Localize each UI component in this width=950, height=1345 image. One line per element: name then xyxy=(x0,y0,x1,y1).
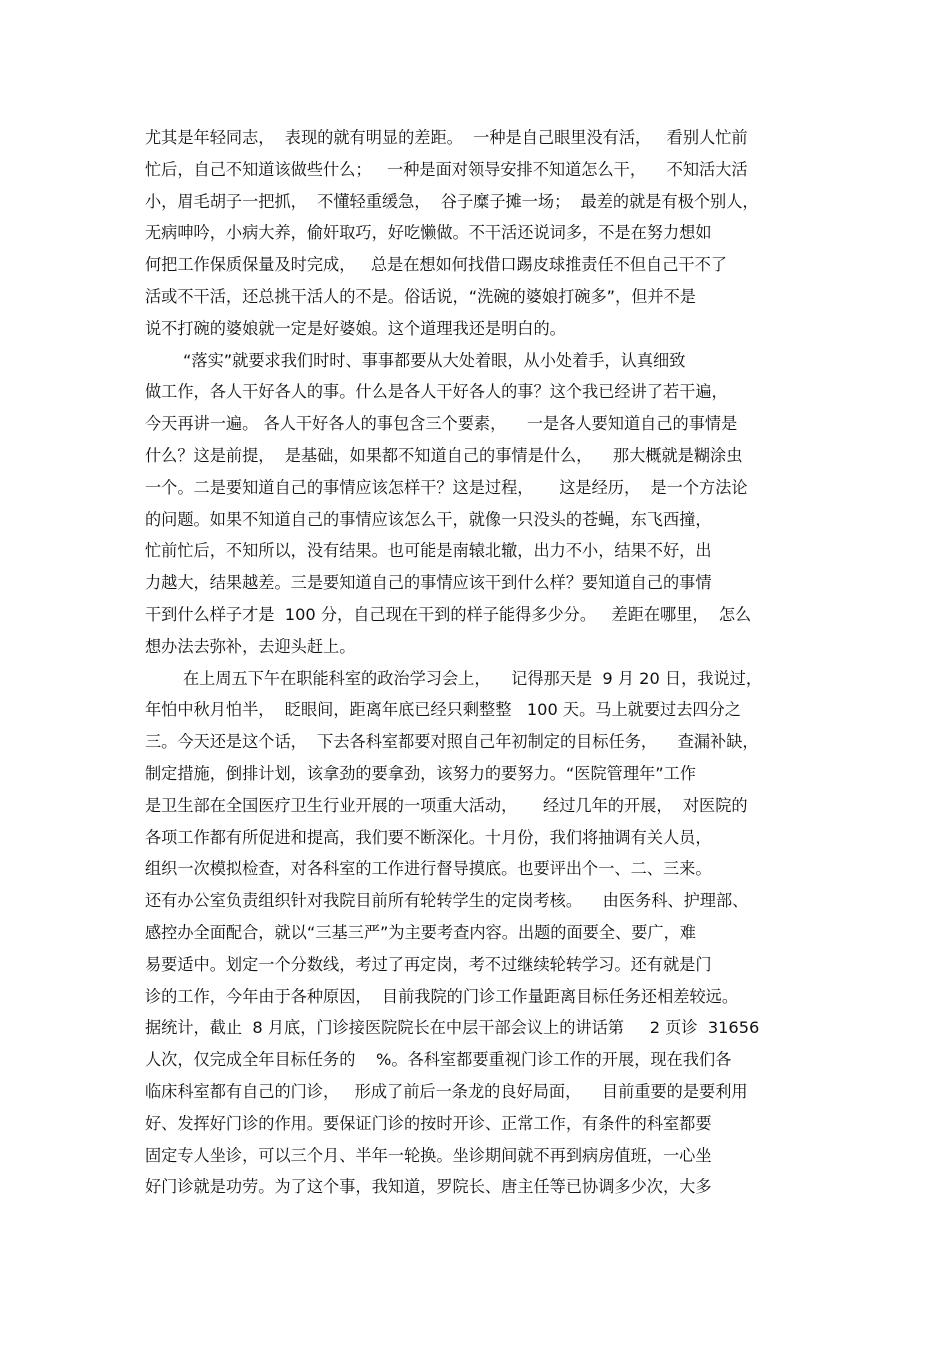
text-line: 一个。二是要知道自己的事情应该怎样干？这是过程， 这是经历， 是一个方法论 xyxy=(145,477,748,497)
text-line: 年怕中秋月怕半， 眨眼间，距离年底已经只剩整整 100 天。马上就要过去四分之 xyxy=(145,700,741,720)
text-line: 活或不干活，还总挑干活人的不是。俗话说，“洗碗的婆娘打碗多”，但并不是 xyxy=(145,286,696,306)
text-line: 的问题。如果不知道自己的事情应该怎么干，就像一只没头的苍蝇，东飞西撞， xyxy=(145,509,712,529)
text-line: 据统计，截止 8 月底，门诊接医院院长在中层干部会议上的讲话第 2 页诊 31656 xyxy=(145,1018,760,1038)
text-line: 组织一次模拟检查，对各科室的工作进行督导摸底。也要评出个一、二、三来。 xyxy=(145,859,712,879)
text-line: 在上周五下午在职能科室的政治学习会上， 记得那天是 9 月 20 日，我说过， xyxy=(183,668,763,688)
text-line: 说不打碗的婆娘就一定是好婆娘。这个道理我还是明白的。 xyxy=(145,318,566,338)
text-line: 力越大，结果越差。三是要知道自己的事情应该干到什么样？要知道自己的事情 xyxy=(145,573,712,593)
text-line: 诊的工作，今年由于各种原因， 目前我院的门诊工作量距离目标任务还相差较远。 xyxy=(145,986,739,1006)
text-line: 制定措施，倒排计划，该拿劲的要拿劲，该努力的要努力。“医院管理年”工作 xyxy=(145,763,696,783)
text-line: 好门诊就是功劳。为了这个事，我知道，罗院长、唐主任等已协调多少次，大多 xyxy=(145,1177,712,1197)
body-text xyxy=(145,122,810,1203)
text-line: 何把工作保质保量及时完成， 总是在想如何找借口踢皮球推责任不但自己干不了 xyxy=(145,255,727,275)
text-line: 忙后，自己不知道该做些什么； 一种是面对领导安排不知道怎么干， 不知活大活 xyxy=(145,159,748,179)
text-line: 各项工作都有所促进和提高，我们要不断深化。十月份，我们将抽调有关人员， xyxy=(145,827,712,847)
text-line: 固定专人坐诊，可以三个月、半年一轮换。坐诊期间就不再到病房值班，一心坐 xyxy=(145,1145,712,1165)
text-line: 今天再讲一遍。 各人干好各人的事包含三个要素， 一是各人要知道自己的事情是 xyxy=(145,414,738,434)
text-line: 好、发挥好门诊的作用。要保证门诊的按时开诊、正常工作，有条件的科室都要 xyxy=(145,1113,712,1133)
text-line: 三。今天还是这个话， 下去各科室都要对照自己年初制定的目标任务， 查漏补缺， xyxy=(145,732,759,752)
text-line: 想办法去弥补，去迎头赶上。 xyxy=(145,636,356,656)
text-line: 干到什么样子才是 100 分，自己现在干到的样子能得多少分。 差距在哪里， 怎么 xyxy=(145,604,752,624)
text-line: 临床科室都有自己的门诊， 形成了前后一条龙的良好局面， 目前重要的是要利用 xyxy=(145,1081,748,1101)
text-line: “落实”就要求我们时时、事事都要从大处着眼，从小处着手，认真细致 xyxy=(183,350,686,370)
text-line: 尤其是年轻同志， 表现的就有明显的差距。 一种是自己眼里没有活， 看别人忙前 xyxy=(145,128,748,147)
text-line: 什么？这是前提， 是基础，如果都不知道自己的事情是什么， 那大概就是糊涂虫 xyxy=(145,445,743,465)
text-line: 忙前忙后，不知所以，没有结果。也可能是南辕北辙，出力不小，结果不好，出 xyxy=(145,541,712,561)
text-line: 还有办公室负责组织针对我院目前所有轮转学生的定岗考核。 由医务科、护理部、 xyxy=(145,891,749,911)
text-line: 无病呻吟，小病大养，偷奸取巧，好吃懒做。不干活还说词多，不是在努力想如 xyxy=(145,223,712,243)
text-line: 感控办全面配合，就以“三基三严”为主要考查内容。出题的面要全、要广，难 xyxy=(145,922,696,942)
text-line: 人次，仅完成全年目标任务的 %。各科室都要重视门诊工作的开展，现在我们各 xyxy=(145,1050,732,1070)
text-line: 做工作，各人干好各人的事。什么是各人干好各人的事？这个我已经讲了若干遍， xyxy=(145,382,728,402)
text-line: 易要适中。划定一个分数线，考过了再定岗，考不过继续轮转学习。还有就是门 xyxy=(145,954,712,974)
text-line: 是卫生部在全国医疗卫生行业开展的一项重大活动， 经过几年的开展， 对医院的 xyxy=(145,795,748,815)
text-line: 小，眉毛胡子一把抓， 不懂轻重缓急， 谷子糜子摊一场； 最差的就是有极个别人， xyxy=(145,191,759,211)
